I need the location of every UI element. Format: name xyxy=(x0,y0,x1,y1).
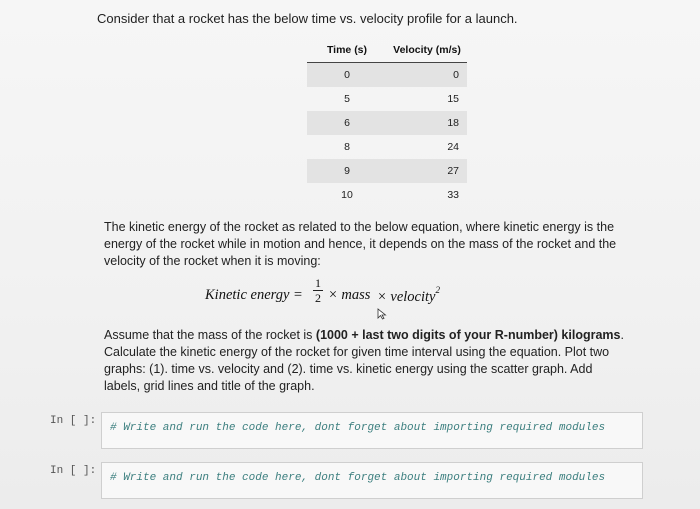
code-cell[interactable] xyxy=(101,412,643,449)
equation-mass-term: × mass xyxy=(328,287,371,303)
instructions-pre: Assume that the mass of the rocket is xyxy=(104,328,316,342)
code-comment: # Write and run the code here, dont forget about importing required modules xyxy=(110,422,606,434)
velocity-cell: 27 xyxy=(387,159,467,183)
fraction-numerator: 1 xyxy=(315,276,321,290)
equation-lhs: Kinetic energy = xyxy=(205,287,303,303)
instructions-post: . Calculate the kinetic energy of the rocket for given time interval using the equation. Plot two graphs: (1). time vs. velocity and (2). time vs. kinetic energy using the scatter graph. Add labels, grid lines and title of the graph. xyxy=(104,328,624,393)
table-row xyxy=(307,63,467,88)
velocity-cell: 18 xyxy=(387,111,467,135)
fraction-denominator: 2 xyxy=(315,291,321,305)
table-row xyxy=(307,159,467,183)
time-cell: 10 xyxy=(341,189,353,201)
table-row xyxy=(307,87,467,111)
velocity-cell: 0 xyxy=(387,63,467,88)
cell-prompt: In [ ]: xyxy=(50,465,97,477)
intro-text: Consider that a rocket has the below time vs. velocity profile for a launch. xyxy=(97,11,518,26)
velocity-cell: 33 xyxy=(447,189,459,201)
code-comment: # Write and run the code here, dont forget about importing required modules xyxy=(110,472,606,484)
time-velocity-table xyxy=(307,40,467,207)
code-cell[interactable] xyxy=(101,462,643,499)
time-cell: 5 xyxy=(344,93,350,105)
cell-prompt: In [ ]: xyxy=(50,415,97,427)
velocity-cell: 24 xyxy=(447,141,459,153)
assignment-instructions xyxy=(104,327,624,395)
table-row xyxy=(307,111,467,135)
time-cell: 6 xyxy=(307,111,387,135)
instructions-bold: (1000 + last two digits of your R-number) kilograms xyxy=(315,328,621,342)
header-velocity: Velocity (m/s) xyxy=(387,40,467,63)
equation-velocity-term xyxy=(377,287,440,306)
table-row xyxy=(307,135,467,159)
mouse-cursor-icon xyxy=(377,308,387,320)
equation-exponent: 2 xyxy=(435,285,440,295)
time-cell: 8 xyxy=(344,141,350,153)
velocity-cell: 15 xyxy=(447,93,459,105)
kinetic-energy-description: The kinetic energy of the rocket as related to the below equation, where kinetic energy is the energy of the rocket while in motion and hence, it depends on the mass of the rocket and the velocity of the rocket when it is moving: xyxy=(104,220,617,268)
time-cell: 0 xyxy=(307,63,387,88)
equation-fraction xyxy=(313,276,323,305)
time-cell: 9 xyxy=(307,159,387,183)
header-time: Time (s) xyxy=(307,40,387,63)
equation-velocity-text: × velocity xyxy=(377,288,436,305)
table-row xyxy=(307,183,467,207)
